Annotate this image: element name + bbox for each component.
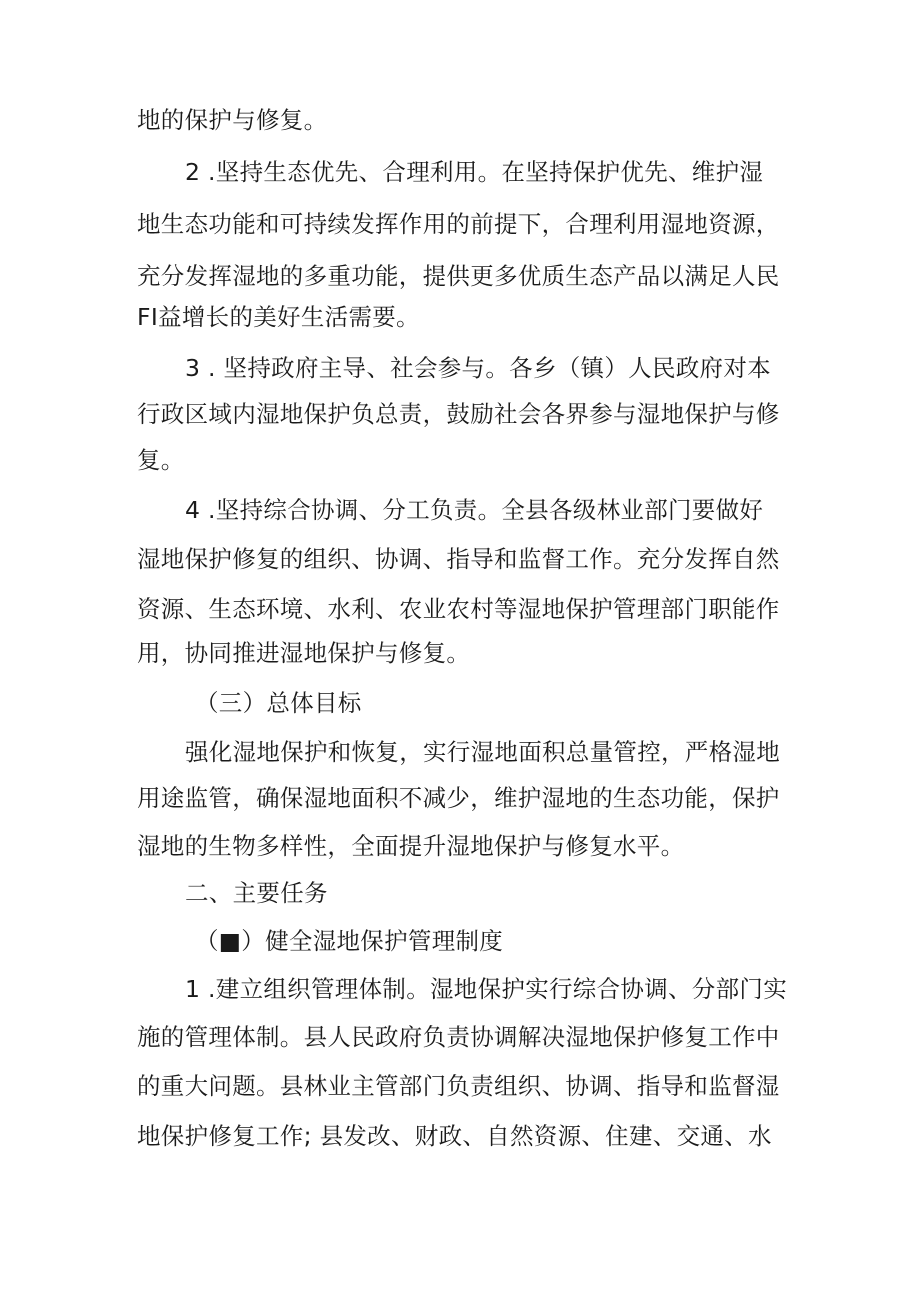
- section-heading: （三）总体目标: [195, 689, 362, 717]
- chapter-heading: 二、主要任务: [185, 879, 328, 907]
- list-item-1: 1 .建立组织管理体制。湿地保护实行综合协调、分部门实: [185, 975, 787, 1003]
- text-line: 复。: [137, 446, 185, 474]
- text-line: 资源、生态环境、水利、农业农村等湿地保护管理部门职能作: [137, 595, 780, 623]
- text-line: 充分发挥湿地的多重功能，提供更多优质生态产品以满足人民: [137, 262, 780, 290]
- list-item-2: 2 .坚持生态优先、合理利用。在坚持保护优先、维护湿: [185, 158, 764, 186]
- text-line: 的重大问题。县林业主管部门负责组织、协调、指导和监督湿: [137, 1072, 780, 1100]
- text-line: 行政区域内湿地保护负总责，鼓励社会各界参与湿地保护与修: [137, 400, 780, 428]
- text-line: FI益增长的美好生活需要。: [137, 303, 420, 331]
- list-item-3: 3 . 坚持政府主导、社会参与。各乡（镇）人民政府对本: [185, 354, 771, 382]
- text-line: 湿地保护修复的组织、协调、指导和监督工作。充分发挥自然: [137, 545, 780, 573]
- text-line: 用途监管，确保湿地面积不减少，维护湿地的生态功能，保护: [137, 784, 780, 812]
- text-line: 强化湿地保护和恢复，实行湿地面积总量管控，严格湿地: [185, 738, 780, 766]
- section-heading: （■）健全湿地保护管理制度: [195, 927, 504, 955]
- list-item-4: 4 .坚持综合协调、分工负责。全县各级林业部门要做好: [185, 496, 764, 524]
- text-line: 地生态功能和可持续发挥作用的前提下，合理利用湿地资源，: [137, 210, 780, 238]
- text-line: 地的保护与修复。: [137, 106, 328, 134]
- text-line: 湿地的生物多样性，全面提升湿地保护与修复水平。: [137, 832, 685, 860]
- text-line: 用，协同推进湿地保护与修复。: [137, 639, 471, 667]
- text-line: 地保护修复工作; 县发改、财政、自然资源、住建、交通、水: [137, 1122, 772, 1150]
- text-line: 施的管理体制。县人民政府负责协调解决湿地保护修复工作中: [137, 1023, 780, 1051]
